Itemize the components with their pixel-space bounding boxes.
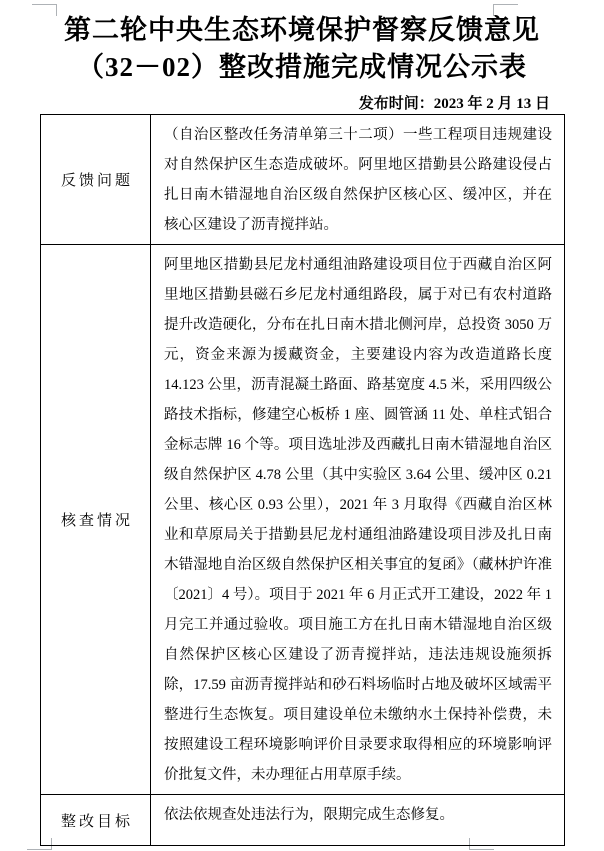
publish-date: 发布时间：2023 年 2 月 13 日 — [358, 96, 550, 112]
table-row-rectification-goal — [41, 795, 565, 846]
page-title — [0, 12, 604, 86]
crop-mark-top-left — [32, 4, 57, 16]
rectification-goal-label: 整改目标 — [41, 795, 151, 846]
rectification-table — [40, 114, 565, 846]
feedback-issue-label: 反馈问题 — [41, 115, 151, 245]
verification-label: 核查情况 — [41, 245, 151, 795]
page-title-line2: （32－02）整改措施完成情况公示表 — [77, 52, 527, 82]
feedback-issue-content: （自治区整改任务清单第三十二项）一些工程项目违规建设对自然保护区生态造成破坏。阿里地区措勤县公路建设侵占扎日南木错湿地自治区级自然保护区核心区、缓冲区，并在核心区建设了沥青搅拌站。 — [151, 115, 565, 245]
table-row-verification — [41, 245, 565, 795]
verification-content: 阿里地区措勤县尼龙村通组油路建设项目位于西藏自治区阿里地区措勤县磁石乡尼龙村通组路段，属于对已有农村道路提升改造硬化，分布在扎日南木措北侧河岸，总投资 3050 万元，资金来源为援藏资金，主要建设内容为改造道路长度 14.123 公里，沥青混凝土路面、路基宽度 4.5 米，采用四级公路技术指标，修建空心板桥 1 座、圆管涵 11 处、单柱式铝合金标志牌 16 个等。项目选址涉及西藏扎日南木错湿地自治区级自然保护区 4.78 公里（其中实验区 3.64 公里、缓冲区 0.21 公里、核心区 0.93 公里），2021 年 3 月取得《西藏自治区林业和草原局关于措勤县尼龙村通组油路建设项目涉及扎日南木错湿地自治区级自然保护区相关事宜的复函》（藏林护许准〔2021〕4 号）。项目于 2021 年 6 月正式开工建设，2022 年 1 月完工并通过验收。项目施工方在扎日南木错湿地自治区级自然保护区核心区建设了沥青搅拌站，违法违规设施须拆除，17.59 亩沥青搅拌站和砂石料场临时占地及破坏区域需平整进行生态恢复。项目建设单位未缴纳水土保持补偿费，未按照建设工程环境影响评价目录要求取得相应的环境影响评价批复文件，未办理征占用草原手续。 — [151, 245, 565, 795]
page-title-line1: 第二轮中央生态环境保护督察反馈意见 — [64, 15, 540, 45]
crop-mark-top-right — [493, 4, 518, 16]
rectification-goal-content: 依法依规查处违法行为，限期完成生态修复。 — [151, 795, 565, 846]
table-row-feedback-issue — [41, 115, 565, 245]
